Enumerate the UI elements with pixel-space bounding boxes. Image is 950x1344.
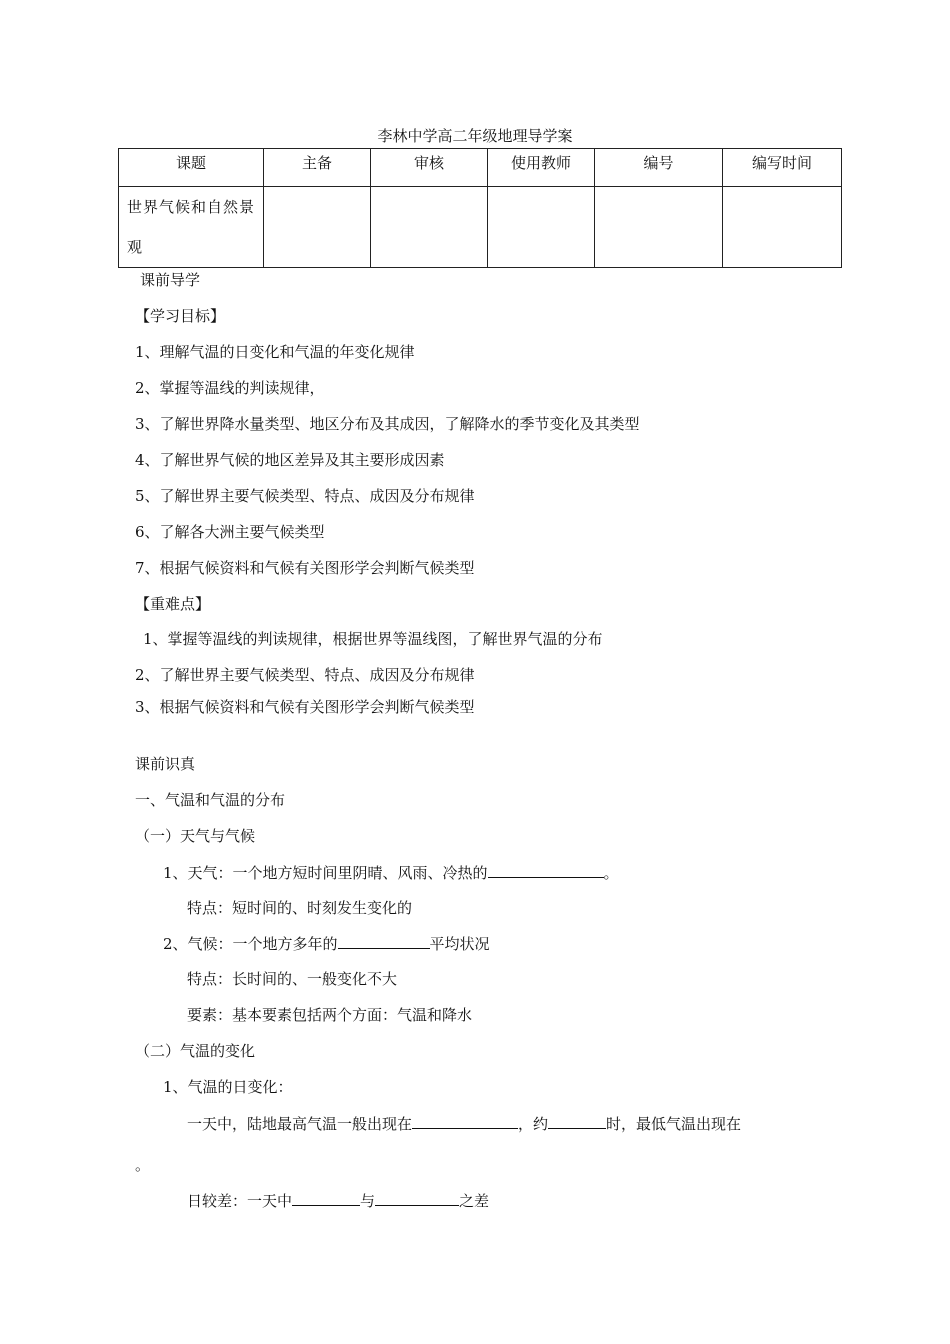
date-cell <box>723 187 842 268</box>
climate-feature: 特点：长时间的、一般变化不大 <box>187 970 398 988</box>
fill-blank[interactable] <box>488 861 604 878</box>
table-row <box>119 187 842 268</box>
objectives-heading: 【学习目标】 <box>135 307 226 325</box>
objective-item: 5、了解世界主要气候类型、特点、成因及分布规律 <box>135 487 475 505</box>
objective-item: 7、根据气候资料和气候有关图形学会判断气候类型 <box>135 559 475 577</box>
pre-guide-heading: 课前导学 <box>140 271 201 289</box>
key-point-item: 3、根据气候资料和气候有关图形学会判断气候类型 <box>135 698 475 716</box>
weather-feature: 特点：短时间的、时刻发生变化的 <box>187 899 413 917</box>
section-heading: 一、气温和气温的分布 <box>135 791 286 809</box>
climate-definition-text: 2、气候：一个地方多年的 <box>163 935 338 953</box>
key-points-heading: 【重难点】 <box>135 595 211 613</box>
climate-definition <box>163 932 490 955</box>
daily-change-heading: 1、气温的日变化： <box>163 1078 293 1096</box>
header-number: 编号 <box>595 149 723 187</box>
subsection-heading: （二）气温的变化 <box>135 1042 256 1060</box>
topic-cell: 世界气候和自然景观 <box>119 187 264 268</box>
header-teacher: 使用教师 <box>488 149 595 187</box>
daily-range-part: 日较差：一天中 <box>187 1192 293 1210</box>
page-title: 李林中学高二年级地理导学案 <box>377 127 573 145</box>
objective-item: 1、理解气温的日变化和气温的年变化规律 <box>135 343 415 361</box>
header-date: 编写时间 <box>723 149 842 187</box>
weather-definition-text: 1、天气：一个地方短时间里阴晴、风雨、冷热的 <box>163 864 488 882</box>
objective-item: 3、了解世界降水量类型、地区分布及其成因，了解降水的季节变化及其类型 <box>135 415 640 433</box>
lesson-info-table <box>118 148 842 268</box>
fill-blank[interactable] <box>292 1189 360 1206</box>
header-topic: 课题 <box>119 149 264 187</box>
objective-item: 4、了解世界气候的地区差异及其主要形成因素 <box>135 451 445 469</box>
climate-elements: 要素：基本要素包括两个方面：气温和降水 <box>187 1006 473 1024</box>
daily-change-text <box>187 1112 741 1135</box>
weather-definition <box>163 861 619 884</box>
daily-change-part: 一天中，陆地最高气温一般出现在 <box>187 1115 413 1133</box>
subsection-heading: （一）天气与气候 <box>135 827 256 845</box>
daily-change-end: 。 <box>135 1156 151 1174</box>
key-point-item: 1、掌握等温线的判读规律，根据世界等温线图，了解世界气温的分布 <box>143 630 603 648</box>
number-cell <box>595 187 723 268</box>
preparer-cell <box>264 187 371 268</box>
climate-definition-end: 平均状况 <box>429 935 490 953</box>
fill-blank[interactable] <box>548 1112 606 1129</box>
header-preparer: 主备 <box>264 149 371 187</box>
teacher-cell <box>488 187 595 268</box>
daily-change-part: 时，最低气温出现在 <box>606 1115 742 1133</box>
fill-blank[interactable] <box>338 932 430 949</box>
objective-item: 6、了解各大洲主要气候类型 <box>135 523 325 541</box>
key-point-item: 2、了解世界主要气候类型、特点、成因及分布规律 <box>135 666 475 684</box>
fill-blank[interactable] <box>375 1189 459 1206</box>
table-header-row <box>119 149 842 187</box>
pre-study-heading: 课前识真 <box>135 755 196 773</box>
fill-blank[interactable] <box>412 1112 518 1129</box>
weather-definition-end: 。 <box>603 864 619 882</box>
daily-range-part: 与 <box>360 1192 376 1210</box>
reviewer-cell <box>371 187 488 268</box>
daily-change-part: ，约 <box>518 1115 549 1133</box>
daily-range-part: 之差 <box>459 1192 490 1210</box>
objective-item: 2、掌握等温线的判读规律， <box>135 379 325 397</box>
header-reviewer: 审核 <box>371 149 488 187</box>
daily-range-text <box>187 1189 489 1212</box>
